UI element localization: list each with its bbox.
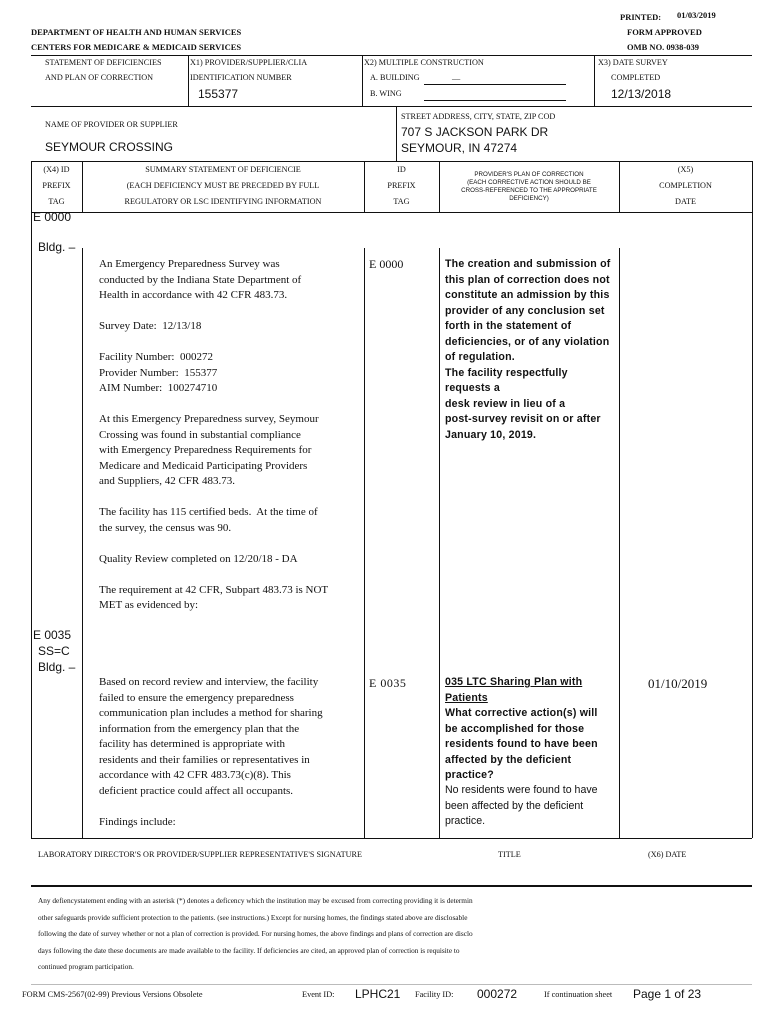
identification-number-label: IDENTIFICATION NUMBER <box>190 73 292 82</box>
completion-date-2: 01/10/2019 <box>648 676 708 691</box>
department-title: DEPARTMENT OF HEALTH AND HUMAN SERVICES <box>31 27 242 37</box>
x4-header-1: (X4) ID <box>43 165 70 174</box>
building-label: A. BUILDING <box>370 73 420 82</box>
x5-header-1: (X5) <box>677 165 694 174</box>
scope-severity: SS=C <box>38 644 70 658</box>
street-address-line1: 707 S JACKSON PARK DR <box>401 125 549 139</box>
signature-label: LABORATORY DIRECTOR'S OR PROVIDER/SUPPLIER REPRESENTATIVE'S SIGNATURE <box>38 850 362 859</box>
form-number: FORM CMS-2567(02-99) Previous Versions Obsolete <box>22 990 203 999</box>
summary-statement-2: Based on record review and interview, the facility failed to ensure the emergency preparedness communication plan includes a method for sharing information from the emergency plan that the facility has determined is appropriate with residents and their families or representatives in accordance with 42 CFR 483.73(c)(8). This deficient practice could affect all occupants. Findings include: <box>99 676 323 828</box>
continuation-label: If continuation sheet <box>544 990 613 999</box>
building-value: __ <box>452 72 461 81</box>
facility-id-label: Facility ID: <box>415 990 454 999</box>
survey-date-value: 12/13/2018 <box>611 87 672 101</box>
facility-id-value: 000272 <box>477 987 518 1001</box>
provider-name-value: SEYMOUR CROSSING <box>45 140 174 154</box>
deficiency-tag-e0000: E 0000 <box>33 210 72 224</box>
summary-statement-1: An Emergency Preparedness Survey was conducted by the Indiana State Department of Health in accordance with 42 CFR 483.73. Survey Date: 12/13/18 Facility Number: 000272 Provider Number: 155377 AIM Number: 100274710 At this Emergency Preparedness survey, Seymour Crossing was found in substantial compliance with Emergency Preparedness Requirements for Medicare and Medicaid Participating Providers and Suppliers, 42 CFR 483.73. The facility has 115 certified beds. At the time of the survey, the census was 90. Quality Review completed on 12/20/18 - DA The requirement at 42 CFR, Subpart 483.73 is NOT MET as evidenced by: <box>99 258 329 611</box>
street-address-label: STREET ADDRESS, CITY, STATE, ZIP COD <box>401 112 556 121</box>
statement-label-1: STATEMENT OF DEFICIENCIES <box>45 58 162 67</box>
id-header-3: TAG <box>393 197 410 206</box>
summary-header-3: REGULATORY OR LSC IDENTIFYING INFORMATION <box>124 197 322 206</box>
page-number: Page 1 of 23 <box>633 987 702 1001</box>
provider-number-value: 155377 <box>198 87 239 101</box>
plan-header-1: PROVIDER'S PLAN OF CORRECTION <box>474 171 584 178</box>
disclaimer-text: Any defiencystatement ending with an asterisk (*) denotes a deficency which the institution may be excused from correcting providing it is determin other safeguards provide sufficient protection to the patients. (see instructions.) Except for nursing homes, the findings stated above are disclosable following the date of survey whether or not a plan of correction is provided. For nursing homes, the above findings and plans of correction are disclo days following the date these documents are made available to the facility. If deficiencies are cited, an approved plan of correction is requisite to continued program participation. <box>38 896 473 971</box>
event-id-label: Event ID: <box>302 990 335 999</box>
id-prefix-e0000: E 0000 <box>369 257 404 271</box>
id-header-2: PREFIX <box>387 181 416 190</box>
street-address-line2: SEYMOUR, IN 47274 <box>401 141 518 155</box>
multiple-construction-label: X2) MULTIPLE CONSTRUCTION <box>364 58 484 67</box>
deficiency-tag-e0035: E 0035 <box>33 628 72 642</box>
plan-question-2: What corrective action(s) will be accomplished for those residents found to have been affected by the deficient practice? <box>445 707 598 781</box>
x6-date-label: (X6) DATE <box>648 850 687 859</box>
event-id-value: LPHC21 <box>355 987 401 1001</box>
form-approved: FORM APPROVED <box>627 27 702 37</box>
date-survey-label: X3) DATE SURVEY <box>598 58 668 67</box>
building-indicator-2: Bldg. – <box>38 660 76 674</box>
plan-header-4: DEFICIENCY) <box>509 195 549 202</box>
id-prefix-e0035: E 0035 <box>369 676 407 690</box>
centers-title: CENTERS FOR MEDICARE & MEDICAID SERVICES <box>31 42 242 52</box>
plan-header-2: (EACH CORRECTIVE ACTION SHOULD BE <box>467 179 591 186</box>
summary-header-2: (EACH DEFICIENCY MUST BE PRECEDED BY FULL <box>126 181 320 190</box>
title-label: TITLE <box>498 850 521 859</box>
x4-header-3: TAG <box>48 197 65 206</box>
plan-title-2: 035 LTC Sharing Plan with Patients <box>445 676 583 704</box>
plan-header-3: CROSS-REFERENCED TO THE APPROPRIATE <box>461 187 597 194</box>
omb-number: OMB NO. 0938-039 <box>627 42 700 52</box>
building-indicator-1: Bldg. – <box>38 240 76 254</box>
provider-clia-label: X1) PROVIDER/SUPPLIER/CLIA <box>190 58 308 67</box>
plan-answer-2: No residents were found to have been affected by the deficient practice. <box>445 784 598 827</box>
x5-header-2: COMPLETION <box>659 181 712 190</box>
wing-label: B. WING <box>370 89 402 98</box>
summary-header-1: SUMMARY STATEMENT OF DEFICIENCIE <box>145 165 301 174</box>
printed-date: 01/03/2019 <box>677 10 716 20</box>
printed-label: PRINTED: <box>620 12 662 22</box>
statement-label-2: AND PLAN OF CORRECTION <box>45 73 154 82</box>
provider-name-label: NAME OF PROVIDER OR SUPPLIER <box>45 120 178 129</box>
plan-of-correction-1: The creation and submission of this plan of correction does not constitute an admission by this provider of any conclusion set forth in the statement of deficiencies, or of any violation of regulation. The facility respectfully requests a desk review in lieu of a post-survey revisit on or after January 10, 2019. <box>445 258 611 441</box>
id-header-1: ID <box>397 165 406 174</box>
x4-header-2: PREFIX <box>42 181 71 190</box>
completed-label: COMPLETED <box>611 73 661 82</box>
x5-header-3: DATE <box>675 197 696 206</box>
